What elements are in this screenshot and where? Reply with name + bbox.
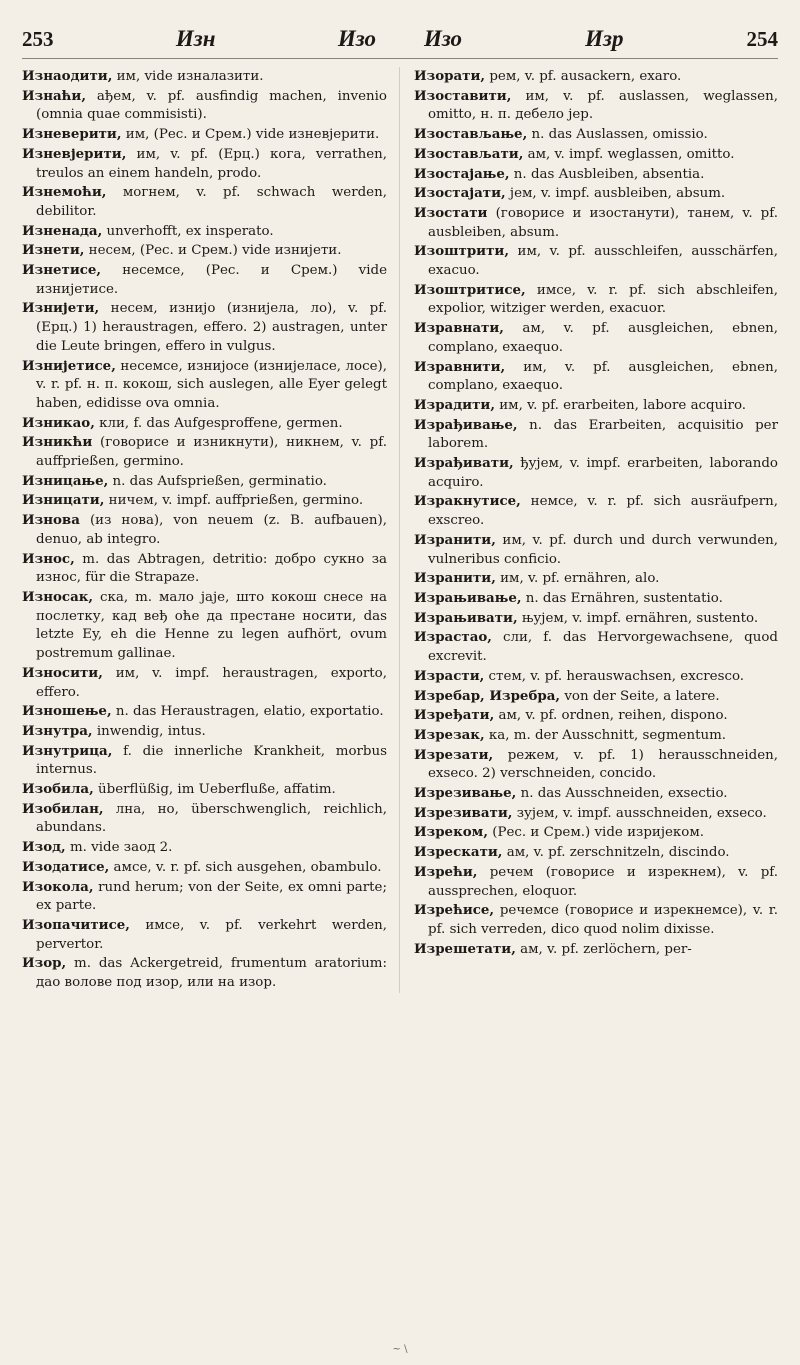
entry-headword: Израстао, xyxy=(414,629,492,646)
entry-definition: рем, v. pf. ausackern, exaro. xyxy=(485,69,682,84)
entry-headword: Изнутра, xyxy=(22,722,93,739)
entry-definition: n. das Auslassen, omissio. xyxy=(527,127,708,143)
dictionary-entry xyxy=(414,726,778,746)
right-header xyxy=(400,26,778,52)
dictionary-entry xyxy=(22,838,387,858)
dictionary-entry xyxy=(414,204,778,242)
dictionary-entry xyxy=(414,589,778,609)
entry-headword: Изреком, xyxy=(414,824,488,841)
dictionary-entry xyxy=(22,550,387,588)
entry-headword: Изостајање, xyxy=(414,165,510,182)
entry-definition: n. das Ausschneiden, exsectio. xyxy=(516,786,728,802)
entry-definition: m. vide заод 2. xyxy=(65,840,173,856)
entry-headword: Изоставити, xyxy=(414,87,512,104)
entry-definition: зујем, v. impf. ausschneiden, exseco. xyxy=(512,805,767,821)
right-guide-word-2: Изр xyxy=(585,26,624,51)
entry-definition: имсе, v. r. pf. sich abschleifen, expolior, witziger werden, exacuor. xyxy=(428,282,778,317)
dictionary-entry xyxy=(414,67,778,87)
dictionary-entry xyxy=(22,222,387,242)
right-column xyxy=(400,67,778,993)
entry-definition: m. das Abtragen, detritio: добро сукно за износ, für die Strapaze. xyxy=(36,551,387,586)
entry-definition: им, v. pf. auslassen, weglassen, omitto, н. п. дебело јер. xyxy=(428,88,778,123)
entry-headword: Изнемоћи, xyxy=(22,184,107,201)
entry-headword: Изницати, xyxy=(22,492,105,509)
entry-headword: Изницање, xyxy=(22,472,109,489)
entry-definition: von der Seite, a latere. xyxy=(560,688,720,704)
entry-definition: ам, v. pf. zerschnitzeln, discindo. xyxy=(502,845,730,861)
entry-headword: Изранити, xyxy=(414,531,496,548)
dictionary-entry xyxy=(414,706,778,726)
entry-headword: Изнијети, xyxy=(22,300,100,317)
left-header xyxy=(22,26,400,52)
dictionary-entry xyxy=(414,87,778,125)
dictionary-entry xyxy=(414,531,778,569)
dictionary-entry xyxy=(22,878,387,916)
entry-headword: Изостављати, xyxy=(414,145,524,162)
entry-definition: им, v. impf. heraustragen, exporto, effero. xyxy=(36,665,387,700)
entry-definition: стем, v. pf. herauswachsen, excresco. xyxy=(484,668,745,684)
entry-definition: немсе, v. r. pf. sich ausräufpern, exscreo. xyxy=(428,494,778,529)
entry-definition: ничем, v. impf. auffprießen, germino. xyxy=(104,493,364,509)
dictionary-entry xyxy=(22,433,387,471)
right-guide-word-1: Изо xyxy=(424,26,463,51)
dictionary-entry xyxy=(414,454,778,492)
dictionary-entry xyxy=(22,588,387,664)
entry-definition: несемсе, (Рес. и Срем.) vide изнијетисе. xyxy=(36,263,387,297)
entry-definition: њујем, v. impf. ernähren, sustento. xyxy=(517,610,759,626)
entry-headword: Изрезивање, xyxy=(414,785,517,802)
entry-definition: überflüßig, im Ueberfluße, affatim. xyxy=(93,782,336,798)
entry-headword: Израњивати, xyxy=(414,609,518,626)
dictionary-entry xyxy=(22,702,387,722)
dictionary-entry xyxy=(22,125,387,145)
entry-definition: им, v. pf. ausgleichen, ebnen, complano, exaequo. xyxy=(428,359,778,394)
page-header xyxy=(22,14,778,52)
left-guide-word-2: Изо xyxy=(337,26,376,51)
entry-definition: им, (Рес. и Срем.) vide изневјерити. xyxy=(121,127,380,143)
entry-headword: Израсти, xyxy=(414,667,485,684)
entry-definition: ам, v. pf. ordnen, reihen, dispono. xyxy=(494,708,728,724)
entry-headword: Изрезати, xyxy=(414,746,494,763)
entry-definition: n. das Aufsprießen, germinatio. xyxy=(108,473,327,489)
entry-definition: unverhofft, ex insperato. xyxy=(102,223,274,239)
entry-definition: (говорисе и изникнути), никнем, v. pf. auffprießen, germino. xyxy=(36,435,387,470)
entry-headword: Изостављање, xyxy=(414,126,528,143)
entry-headword: Изнутрица, xyxy=(22,742,113,759)
dictionary-entry xyxy=(22,491,387,511)
entry-headword: Изнети, xyxy=(22,242,85,259)
entry-definition: inwendig, intus. xyxy=(92,723,206,739)
entry-definition: могнем, v. pf. schwach werden, debilitor. xyxy=(36,185,387,219)
entry-headword: Изостати xyxy=(414,204,488,221)
dictionary-entry xyxy=(22,800,387,838)
entry-definition: јем, v. impf. ausbleiben, absum. xyxy=(505,186,726,202)
dictionary-entry xyxy=(22,722,387,742)
entry-definition: им, v. pf. erarbeiten, labore acquiro. xyxy=(495,397,747,413)
entry-headword: Изребар, Изребра, xyxy=(414,687,561,704)
dictionary-entry xyxy=(414,823,778,843)
entry-headword: Изникћи xyxy=(22,434,93,451)
entry-headword: Изрезак, xyxy=(414,726,485,743)
dictionary-entry xyxy=(414,416,778,454)
dictionary-entry xyxy=(22,241,387,261)
dictionary-entry xyxy=(414,358,778,396)
dictionary-entry xyxy=(414,940,778,960)
dictionary-entry xyxy=(414,145,778,165)
entry-headword: Изневјерити, xyxy=(22,145,127,162)
entry-headword: Изнаодити, xyxy=(22,68,113,84)
dictionary-entry xyxy=(22,472,387,492)
entry-definition: n. das Ausbleiben, absentia. xyxy=(509,166,705,182)
dictionary-entry xyxy=(22,414,387,434)
dictionary-entry xyxy=(22,67,387,87)
entry-definition: ђујем, v. impf. erarbeiten, laborando acquiro. xyxy=(428,456,778,490)
dictionary-entry xyxy=(414,628,778,666)
entry-headword: Изодатисе, xyxy=(22,858,110,875)
entry-definition: ам, v. impf. weglassen, omitto. xyxy=(523,146,735,162)
entry-definition: n. das Erarbeiten, acquisitio per laborem. xyxy=(428,417,778,452)
dictionary-entry xyxy=(414,165,778,185)
entry-headword: Израњивање, xyxy=(414,589,522,606)
entry-definition: имсе, v. pf. verkehrt werden, pervertor. xyxy=(36,917,387,952)
dictionary-entry xyxy=(414,804,778,824)
entry-headword: Изракнутисе, xyxy=(414,493,521,510)
left-column xyxy=(22,67,400,993)
entry-definition: несемсе, изнијосе (изнијеласе, лосе), v. r. pf. н. п. кокош, sich auslegen, alle Eyer gelegt haben, edidisse ova omnia. xyxy=(36,358,387,411)
right-page-number: 254 xyxy=(746,27,778,51)
entry-definition: rund herum; von der Seite, ex omni parte; ex parte. xyxy=(36,879,387,914)
entry-headword: Изобила, xyxy=(22,781,94,798)
dictionary-entry xyxy=(414,569,778,589)
dictionary-entry xyxy=(22,664,387,702)
entry-headword: Изорати, xyxy=(414,68,486,84)
entry-definition: несем, (Рес. и Срем.) vide изнијети. xyxy=(84,243,342,259)
entry-definition: им, v. pf. durch und durch verwunden, vulneribus conficio. xyxy=(428,532,778,567)
entry-headword: Изнаћи, xyxy=(22,87,87,104)
entry-definition: ам, v. pf. zerlöchern, per- xyxy=(515,941,692,957)
entry-headword: Изненада, xyxy=(22,222,103,239)
dictionary-entry xyxy=(22,954,387,992)
entry-headword: Износити, xyxy=(22,664,103,681)
entry-headword: Изравнити, xyxy=(414,358,506,375)
dictionary-entry xyxy=(22,183,387,221)
entry-headword: Изневерити, xyxy=(22,126,122,143)
dictionary-entry xyxy=(414,667,778,687)
dictionary-entry xyxy=(22,357,387,414)
entry-definition: n. das Heraustragen, elatio, exportatio. xyxy=(111,704,384,720)
dictionary-entry xyxy=(414,184,778,204)
entry-definition: ам, v. pf. ausgleichen, ebnen, complano, exaequo. xyxy=(428,321,778,355)
entry-definition: f. die innerliche Krankheit, morbus internus. xyxy=(36,743,387,778)
dictionary-entry xyxy=(414,901,778,939)
dictionary-entry xyxy=(414,319,778,357)
entry-headword: Израђивати, xyxy=(414,455,514,472)
dictionary-entry xyxy=(414,609,778,629)
entry-headword: Изрећисе, xyxy=(414,902,495,919)
dictionary-entry xyxy=(414,863,778,901)
dictionary-entry xyxy=(414,784,778,804)
entry-definition: ска, m. мало јаје, што кокош снесе на послетку, кад веђ оће да престане носити, das letzte Ey, eh die Henne zu legen aufhört, ovum postremum gallinae. xyxy=(36,589,387,662)
entry-headword: Износак, xyxy=(22,588,94,605)
entry-headword: Изнова xyxy=(22,512,80,529)
left-page-number: 253 xyxy=(22,27,54,51)
dictionary-entry xyxy=(22,780,387,800)
dictionary-entry xyxy=(22,858,387,878)
entry-definition: речем (говорисе и изрекнем), v. pf. aussprechen, eloquor. xyxy=(428,864,778,899)
entry-headword: Изор, xyxy=(22,955,67,972)
footer-mark: ~ \ xyxy=(392,1344,408,1355)
entry-headword: Изношење, xyxy=(22,703,112,720)
dictionary-entry xyxy=(414,746,778,784)
dictionary-entry xyxy=(22,145,387,183)
entry-headword: Израдити, xyxy=(414,396,495,413)
entry-headword: Изранити, xyxy=(414,570,496,587)
entry-headword: Изнијетисе, xyxy=(22,357,116,374)
dictionary-entry xyxy=(22,742,387,780)
entry-definition: ађем, v. pf. ausfindig machen, invenio (omnia quae commisisti). xyxy=(36,88,387,123)
dictionary-entry xyxy=(414,396,778,416)
dictionary-entry xyxy=(22,916,387,954)
dictionary-entry xyxy=(22,261,387,299)
dictionary-entry xyxy=(414,242,778,280)
entry-headword: Израђивање, xyxy=(414,416,518,433)
entry-definition: речемсе (говорисе и изрекнемсе), v. r. pf. sich verreden, dico quod nolim dixisse. xyxy=(428,903,778,937)
entry-headword: Изређати, xyxy=(414,707,495,724)
entry-headword: Изрескати, xyxy=(414,844,503,861)
entry-headword: Изникао, xyxy=(22,414,95,431)
left-guide-word-1: Изн xyxy=(175,26,216,51)
dictionary-entry xyxy=(22,87,387,125)
entry-headword: Изрезивати, xyxy=(414,804,513,821)
entry-definition: (говорисе и изостанути), танем, v. pf. ausbleiben, absum. xyxy=(428,205,778,240)
entry-definition: амсе, v. r. pf. sich ausgehen, obambulo. xyxy=(109,859,382,875)
entry-definition: лна, но, überschwenglich, reichlich, abundans. xyxy=(36,801,387,836)
entry-definition: им, v. pf. ausschleifen, ausschärfen, exacuo. xyxy=(428,244,778,279)
entry-definition: кли, f. das Aufgesproffene, germen. xyxy=(94,415,343,431)
entry-definition: (Рес. и Срем.) vide изријеком. xyxy=(487,825,704,841)
entry-definition: режем, v. pf. 1) herausschneiden, exseco. 2) verschneiden, concido. xyxy=(428,747,778,782)
columns xyxy=(22,67,778,993)
entry-headword: Изравнати, xyxy=(414,320,504,337)
entry-headword: Изрећи, xyxy=(414,863,478,880)
entry-headword: Изокола, xyxy=(22,878,94,895)
dictionary-entry xyxy=(414,125,778,145)
entry-headword: Изрешетати, xyxy=(414,940,516,957)
entry-headword: Изопачитисе, xyxy=(22,916,130,933)
entry-definition: им, vide изналазити. xyxy=(112,69,264,84)
entry-headword: Изобилан, xyxy=(22,800,104,817)
entry-definition: n. das Ernähren, sustentatio. xyxy=(521,590,723,606)
dictionary-entry xyxy=(414,687,778,707)
entry-definition: сли, f. das Hervorgewachsene, quod excrevit. xyxy=(428,630,778,665)
entry-headword: Износ, xyxy=(22,550,75,567)
entry-definition: (из нова), von neuem (z. B. aufbauen), denuo, ab integro. xyxy=(36,513,387,547)
entry-headword: Изод, xyxy=(22,839,66,856)
dictionary-entry xyxy=(22,511,387,549)
entry-headword: Изнетисе, xyxy=(22,262,102,279)
entry-definition: ка, m. der Ausschnitt, segmentum. xyxy=(484,727,727,743)
dictionary-entry xyxy=(414,843,778,863)
header-rule xyxy=(22,58,778,59)
dictionary-entry xyxy=(414,492,778,530)
entry-headword: Изоштритисе, xyxy=(414,281,526,298)
entry-definition: несем, изнијо (изнијела, ло), v. pf. (Ерц.) 1) heraustragen, effero. 2) austragen, unter die Leute bringen, effero in vulgus. xyxy=(36,301,387,354)
entry-definition: им, v. pf. (Ерц.) кога, verrathen, treulos an einem handeln, prodo. xyxy=(36,146,387,181)
entry-definition: им, v. pf. ernähren, alo. xyxy=(495,571,660,587)
entry-headword: Изостајати, xyxy=(414,185,506,202)
dictionary-entry xyxy=(414,281,778,319)
dictionary-entry xyxy=(22,299,387,356)
entry-headword: Изоштрити, xyxy=(414,243,510,260)
entry-definition: m. das Ackergetreid, frumentum aratorium: дао волове под изор, или на изор. xyxy=(36,956,387,991)
